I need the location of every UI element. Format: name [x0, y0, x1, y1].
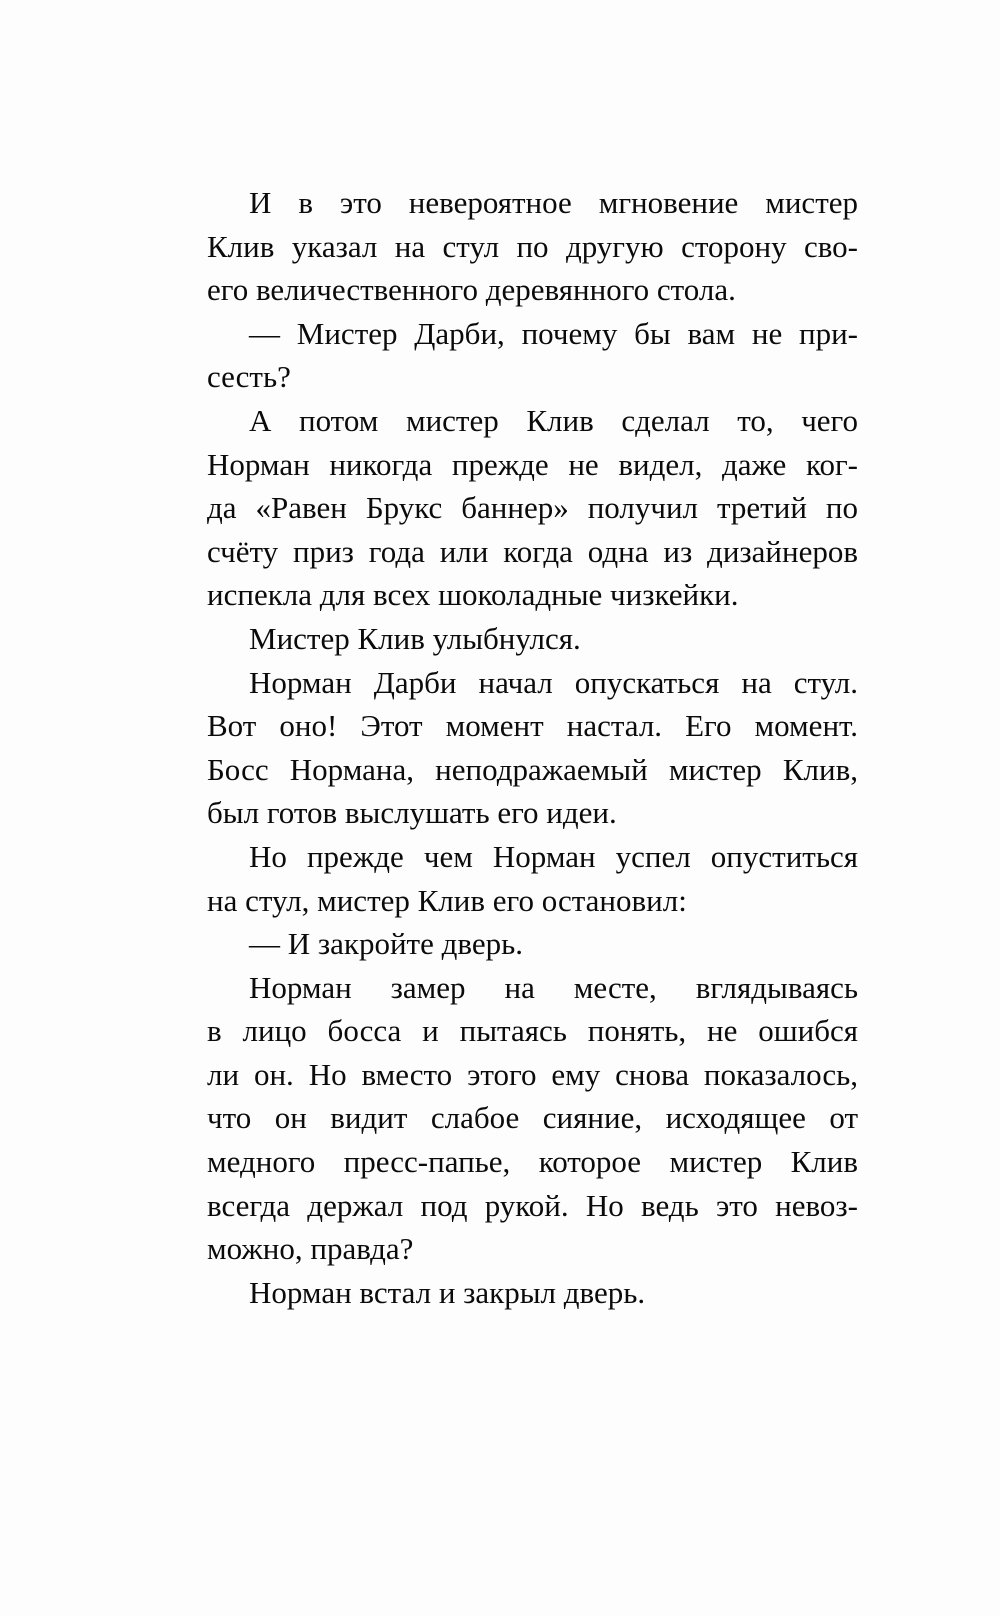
text-line: счёту приз года или когда одна из дизайнеров: [207, 533, 858, 569]
text-line: Норман Дарби начал опускаться на стул.: [249, 664, 858, 700]
text-line: Клив указал на стул по другую сторону сво-: [207, 228, 858, 264]
paragraph: [207, 835, 858, 922]
text-line: медного пресс-папье, которое мистер Клив: [207, 1144, 858, 1180]
text-line: его величественного деревянного стола.: [207, 272, 736, 308]
text-line: всегда держал под рукой. Но ведь это невоз-: [207, 1187, 858, 1223]
text-line: был готов выслушать его идеи.: [207, 795, 617, 831]
text-line: Норман встал и закрыл дверь.: [249, 1274, 646, 1310]
text-line: на стул, мистер Клив его остановил:: [207, 882, 687, 918]
paragraph: [207, 661, 858, 835]
text-line: Вот оно! Этот момент настал. Его момент.: [207, 708, 858, 744]
text-line: ли он. Но вместо этого ему снова показалось,: [207, 1056, 858, 1092]
paragraph: [207, 617, 858, 661]
text-line: — И закройте дверь.: [249, 926, 523, 962]
paragraph: [207, 181, 858, 312]
text-line: сесть?: [207, 359, 291, 395]
paragraph: [207, 312, 858, 399]
text-line: Норман замер на месте, вглядываясь: [249, 969, 858, 1005]
text-line: Но прежде чем Норман успел опуститься: [249, 838, 858, 874]
paragraph: [207, 1271, 858, 1315]
text-line: Босс Нормана, неподражаемый мистер Клив,: [207, 751, 858, 787]
text-line: можно, правда?: [207, 1231, 414, 1267]
paragraph: [207, 966, 858, 1271]
text-line: И в это невероятное мгновение мистер: [249, 185, 858, 220]
text-line: Норман никогда прежде не видел, даже ког-: [207, 446, 858, 482]
text-line: да «Равен Брукс баннер» получил третий по: [207, 490, 858, 526]
text-line: испекла для всех шоколадные чизкейки.: [207, 577, 739, 613]
paragraph: [207, 399, 858, 617]
text-line: в лицо босса и пытаясь понять, не ошибся: [207, 1013, 858, 1049]
text-line: А потом мистер Клив сделал то, чего: [249, 402, 858, 438]
paragraph: [207, 922, 858, 966]
text-line: Мистер Клив улыбнулся.: [249, 620, 581, 656]
text-line: — Мистер Дарби, почему бы вам не при-: [249, 315, 858, 351]
text-line: что он видит слабое сияние, исходящее от: [207, 1100, 858, 1136]
page-text-block: [207, 181, 858, 1314]
